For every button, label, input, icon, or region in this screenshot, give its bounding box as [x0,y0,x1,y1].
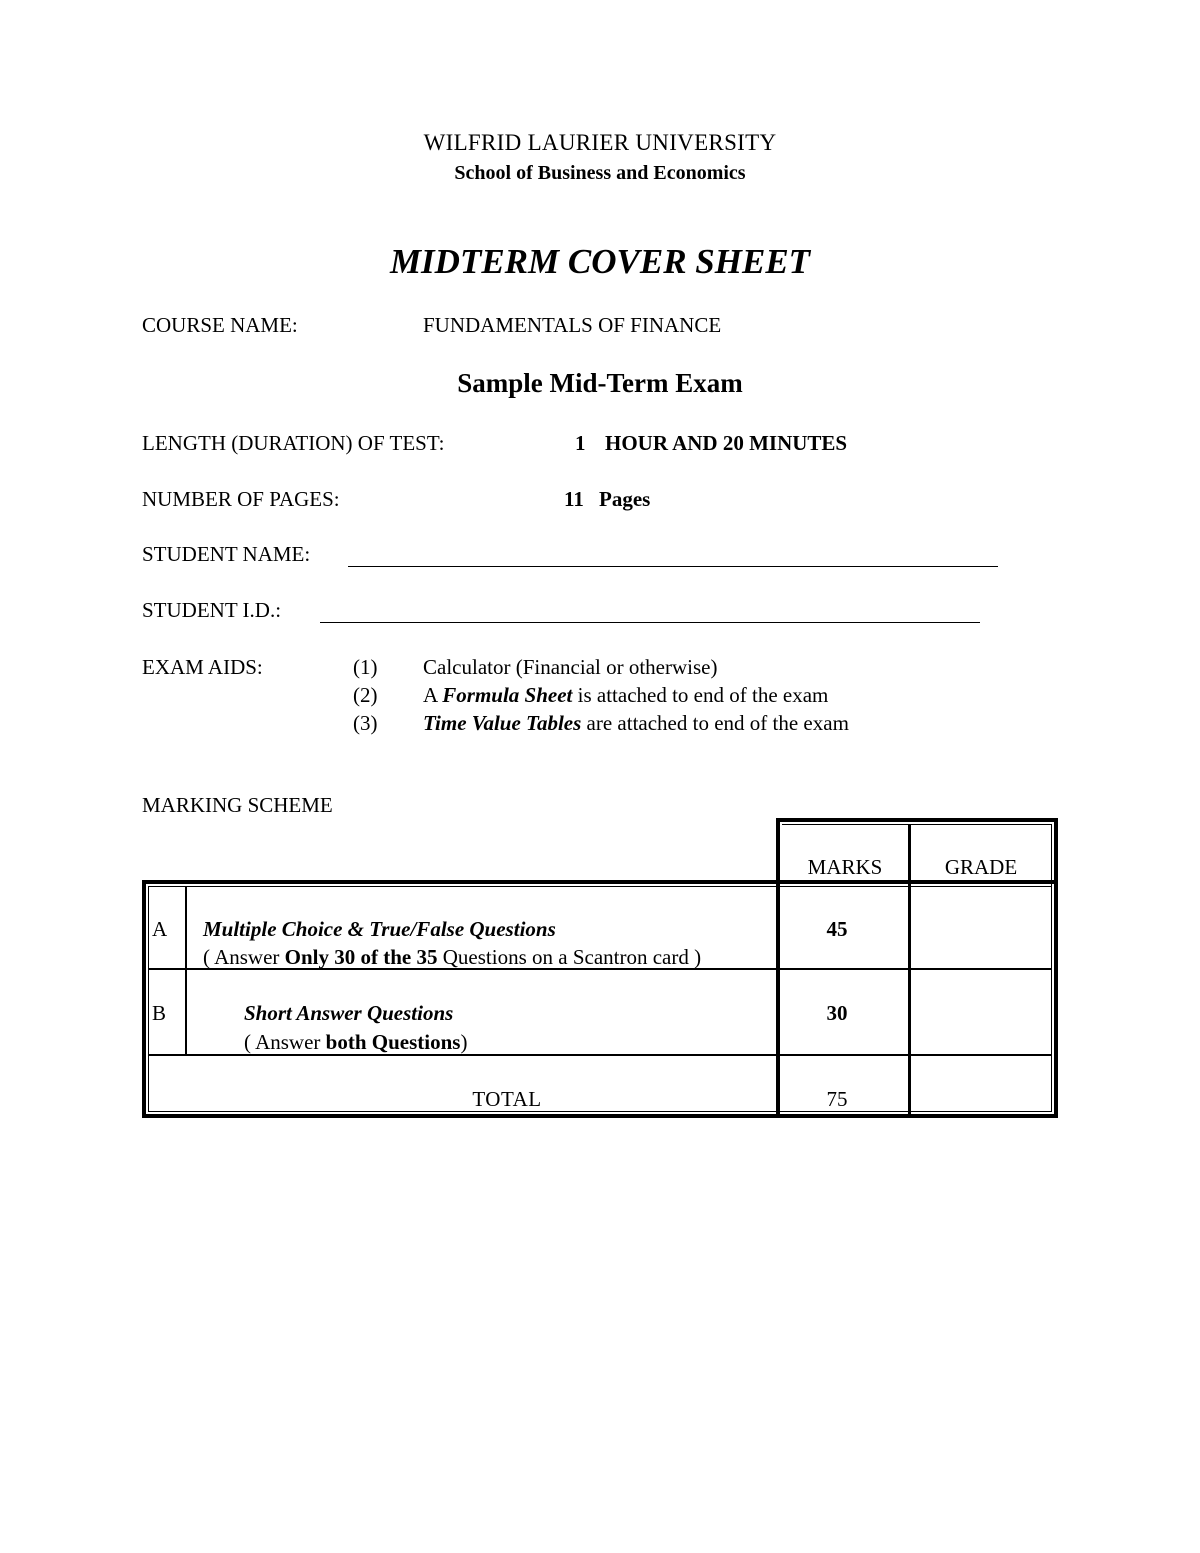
table-row-marks: 45 [826,917,848,941]
subtext-pre: ( Answer [244,1030,326,1054]
exam-aid-text-pre: A [423,683,443,707]
page-count-value: Pages [599,487,651,511]
table-row-marks: 30 [826,1001,848,1025]
subtext-post: Questions on a Scantron card ) [437,945,702,969]
course-name-value: FUNDAMENTALS OF FINANCE [423,313,722,337]
exam-aid-text-pre: Calculator (Financial or otherwise) [423,655,718,679]
table-row-title: Multiple Choice & True/False Questions [203,917,556,941]
exam-aids-label: EXAM AIDS: [142,655,263,679]
course-name-label: COURSE NAME: [142,313,298,337]
marks-column-header: MARKS [807,855,883,879]
student-id-label: STUDENT I.D.: [142,598,282,622]
grade-column-header: GRADE [944,855,1018,879]
total-marks: 75 [826,1087,848,1111]
student-id-field[interactable] [320,622,980,623]
exam-aid-text [423,655,717,680]
test-length-value: HOUR AND 20 MINUTES [605,431,848,455]
page-title: MIDTERM COVER SHEET [389,242,811,281]
exam-aid-text [423,711,849,736]
exam-subtitle: Sample Mid-Term Exam [457,368,743,398]
table-row-subtext [203,945,701,970]
exam-aid-number: (3) [353,711,378,735]
university-name: WILFRID LAURIER UNIVERSITY [423,130,777,155]
exam-aid-text-emphasis: Formula Sheet [442,683,573,707]
table-row-letter: B [152,1001,167,1025]
test-length-label: LENGTH (DURATION) OF TEST: [142,431,445,455]
page-count-label: NUMBER OF PAGES: [142,487,340,511]
subtext-bold: both Questions [325,1030,461,1054]
subtext-post: ) [460,1030,468,1054]
exam-aid-text [423,683,828,708]
exam-aid-text-emphasis: Time Value Tables [423,711,582,735]
exam-aid-text-post: is attached to end of the exam [572,683,829,707]
test-length-number: 1 [575,431,586,455]
exam-aid-text-post: are attached to end of the exam [581,711,849,735]
table-row-title: Short Answer Questions [244,1001,454,1025]
marking-scheme-heading: MARKING SCHEME [142,793,333,817]
subtext-pre: ( Answer [203,945,285,969]
student-name-field[interactable] [348,566,998,567]
total-label: TOTAL [472,1087,542,1111]
exam-aid-number: (1) [353,655,378,679]
table-row-subtext [244,1030,467,1055]
table-row-letter: A [152,917,168,941]
exam-aid-number: (2) [353,683,378,707]
page-count-number: 11 [564,487,584,511]
subtext-bold: Only 30 of the 35 [284,945,438,969]
student-name-label: STUDENT NAME: [142,542,311,566]
school-name: School of Business and Economics [454,162,746,184]
